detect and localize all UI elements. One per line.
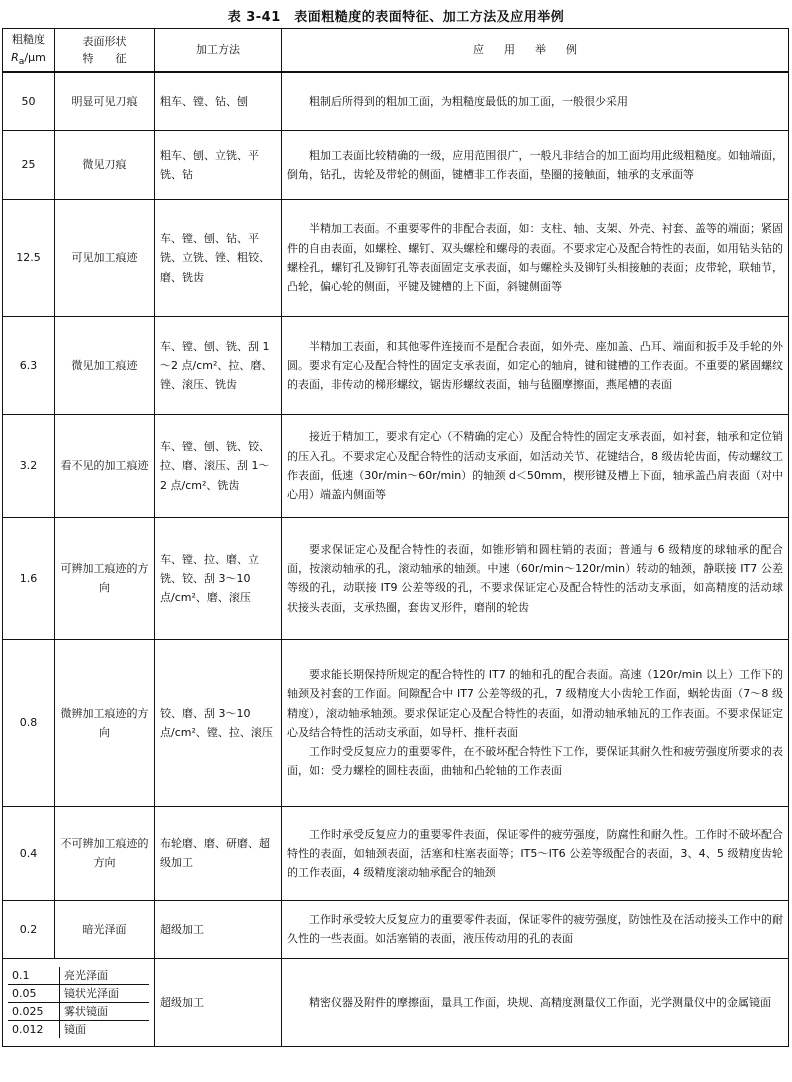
- roughness-value: 1.6: [3, 517, 55, 639]
- roughness-value: 0.8: [3, 639, 55, 806]
- machining-method: 粗车、镗、钻、刨: [155, 72, 282, 130]
- application-paragraph: 工作时受反复应力的重要零件，在不破坏配合特性下工作，要保证其耐久性和疲劳强度所要求的表面，如：受力螺栓的圆柱表面，曲轴和凸轮轴的工作表面: [287, 745, 783, 778]
- application-paragraph: 工作时承受较大反复应力的重要零件表面，保证零件的疲劳强度，防蚀性及在活动接头工作中的耐久性的一些表面。如活塞销的表面，液压传动用的孔的表面: [287, 913, 783, 946]
- surface-shape: 可见加工痕迹: [55, 199, 155, 316]
- application-example: [282, 806, 789, 900]
- application-paragraph: 半精加工表面，和其他零件连接而不是配合表面，如外壳、座加盖、凸耳、端面和扳手及手轮的外圆。要求有定心及配合特性的固定支承表面，如定心的轴肩，键和键槽的工作表面。不重要的紧固螺纹的表面，非传动的梯形螺纹，锯齿形螺纹表面，轴与毡圈摩擦面，燕尾槽的表面: [287, 339, 783, 392]
- roughness-value: 3.2: [3, 414, 55, 517]
- application-paragraph: 粗制后所得到的粗加工面，为粗糙度最低的加工面，一般很少采用: [309, 95, 628, 109]
- application-example: [282, 130, 789, 199]
- subtable-row: [8, 1021, 149, 1039]
- table-row: [3, 639, 789, 806]
- subtable-row: [8, 1002, 149, 1020]
- machining-method: 车、镗、刨、铣、刮 1～2 点/cm²、拉、磨、锉、滚压、铣齿: [155, 316, 282, 414]
- roughness-table: [2, 28, 789, 1047]
- roughness-value: 0.025: [8, 1002, 60, 1020]
- application-paragraph: 工作时承受反复应力的重要零件表面，保证零件的疲劳强度，防腐性和耐久性。工作时不破坏配合特性的表面，如轴颈表面，活塞和柱塞表面等；IT5～IT6 公差等级配合的表面，3、4、5 级精度齿轮的工作表面，4 级精度滚动轴承配合的轴颈: [287, 827, 783, 880]
- mirror-grade-cell: [3, 958, 155, 1046]
- roughness-value: 25: [3, 130, 55, 199]
- surface-shape: 镜面: [64, 1023, 86, 1036]
- header-method: 加工方法: [155, 29, 282, 73]
- machining-method: 车、镗、刨、钻、平铣、立铣、锉、粗铰、磨、铣齿: [155, 199, 282, 316]
- table-row: [3, 806, 789, 900]
- machining-method: 粗车、刨、立铣、平铣、钻: [155, 130, 282, 199]
- table-row: [3, 199, 789, 316]
- table-row: [3, 316, 789, 414]
- table-row: [3, 414, 789, 517]
- machining-method: 超级加工: [155, 958, 282, 1046]
- table-row: [3, 517, 789, 639]
- application-example: [282, 958, 789, 1046]
- application-paragraph: 粗加工表面比较精确的一级，应用范围很广，一般凡非结合的加工面均用此级粗糙度。如轴端面，倒角，钻孔，齿轮及带轮的侧面，键槽非工作表面，垫圈的接触面，轴承的支承面等: [287, 148, 783, 181]
- application-example: [282, 199, 789, 316]
- surface-shape: 暗光泽面: [55, 900, 155, 958]
- application-paragraph: 精密仪器及附件的摩擦面，量具工作面，块规、高精度测量仪工作面，光学测量仪中的金属镜面: [309, 995, 771, 1009]
- header-shape-line1: 表面形状: [82, 34, 127, 48]
- roughness-value: 50: [3, 72, 55, 130]
- machining-method: 车、镗、刨、铣、铰、拉、磨、滚压、刮 1～2 点/cm²、铣齿: [155, 414, 282, 517]
- surface-shape: 微见加工痕迹: [55, 316, 155, 414]
- application-example: [282, 72, 789, 130]
- header-shape-line2: 特 征: [82, 52, 127, 66]
- subtable-row: [8, 984, 149, 1002]
- roughness-value: 0.012: [8, 1021, 60, 1039]
- surface-shape: 镜状光泽面: [60, 984, 150, 1002]
- header-roughness: [3, 29, 55, 73]
- roughness-value: 12.5: [3, 199, 55, 316]
- machining-method: 超级加工: [155, 900, 282, 958]
- table-row: [3, 900, 789, 958]
- table-row-group-mirror: [3, 958, 789, 1046]
- header-roughness-symbol: R: [11, 50, 19, 64]
- roughness-value: 0.1: [8, 967, 60, 985]
- roughness-value: 6.3: [3, 316, 55, 414]
- table-row: [3, 130, 789, 199]
- application-paragraph: 要求能长期保持所规定的配合特性的 IT7 的轴和孔的配合表面。高速（120r/min 以上）工作下的轴颈及衬套的工作面。间隙配合中 IT7 公差等级的孔，7 级精度大小齿轮工作面，蜗轮齿面（7～8 级精度），滚动轴承轴颈。要求保证定心及配合特性的表面，如滑动轴承轴瓦的工作表面。不要求保证定心及结合特性的活动支承面，如导杆、推杆表面: [287, 668, 783, 739]
- roughness-value: 0.4: [3, 806, 55, 900]
- header-roughness-subscript: a: [18, 55, 25, 67]
- table-row: [3, 72, 789, 130]
- surface-shape: 可辨加工痕迹的方向: [55, 517, 155, 639]
- application-example: [282, 414, 789, 517]
- machining-method: 布轮磨、磨、研磨、超级加工: [155, 806, 282, 900]
- application-paragraph: 半精加工表面。不重要零件的非配合表面，如：支柱、轴、支架、外壳、衬套、盖等的端面；紧固件的自由表面，如螺栓、螺钉、双头螺栓和螺母的表面。不要求定心及配合特性的表面，如用钻头钻的螺栓孔，螺钉孔及铆钉孔等表面固定支承表面，如与螺栓头及铆钉头相接触的表面；皮带轮，联轴节，凸轮，偏心轮的侧面，平键及键槽的上下面，斜键侧面等: [287, 222, 783, 294]
- header-row: [3, 29, 789, 73]
- surface-shape: 不可辨加工痕迹的方向: [55, 806, 155, 900]
- roughness-value: 0.05: [8, 984, 60, 1002]
- application-paragraph: 接近于精加工，要求有定心（不精确的定心）及配合特性的固定支承表面，如衬套，轴承和定位销的压入孔。不要求定心及配合特性的活动支承面，如活动关节、花键结合，8 级齿轮齿面，传动螺纹工作表面，低速（30r/min～60r/min）的轴颈 d＜50mm，楔形键及槽上下面，轴承盖凸肩表面（对中心用）端盖内侧面等: [287, 430, 783, 502]
- mirror-grade-subtable: [8, 967, 149, 1038]
- header-roughness-unit: /μm: [24, 50, 46, 64]
- application-paragraph: 要求保证定心及配合特性的表面，如锥形销和圆柱销的表面；普通与 6 级精度的球轴承的配合面，按滚动轴承的孔，滚动轴承的轴颈。中速（60r/min～120r/min）转动的轴颈，静联接 IT7 公差等级的孔，动联接 IT9 公差等级的孔，不要求保证定心及配合特性的活动支承面，如高精度的活动球状接头表面，支承热圈，套齿叉形件，磨削的轮齿: [287, 542, 783, 614]
- subtable-row: [8, 967, 149, 985]
- surface-shape: 微辨加工痕迹的方向: [55, 639, 155, 806]
- surface-shape: 明显可见刀痕: [55, 72, 155, 130]
- header-application: 应用举例: [282, 29, 789, 73]
- header-surface-shape: [55, 29, 155, 73]
- header-roughness-line1: 粗糙度: [12, 33, 45, 46]
- surface-shape: 雾状镜面: [60, 1002, 150, 1020]
- application-example: [282, 639, 789, 806]
- machining-method: 铰、磨、刮 3～10 点/cm²、镗、拉、滚压: [155, 639, 282, 806]
- application-example: [282, 900, 789, 958]
- table-body: [3, 72, 789, 1046]
- roughness-value: 0.2: [3, 900, 55, 958]
- surface-shape: 看不见的加工痕迹: [55, 414, 155, 517]
- table-title: 表 3-41 表面粗糙度的表面特征、加工方法及应用举例: [227, 10, 565, 25]
- surface-shape: 亮光泽面: [60, 967, 150, 985]
- application-example: [282, 316, 789, 414]
- machining-method: 车、镗、拉、磨、立铣、铰、刮 3～10 点/cm²、磨、滚压: [155, 517, 282, 639]
- surface-shape: 微见刀痕: [55, 130, 155, 199]
- application-example: [282, 517, 789, 639]
